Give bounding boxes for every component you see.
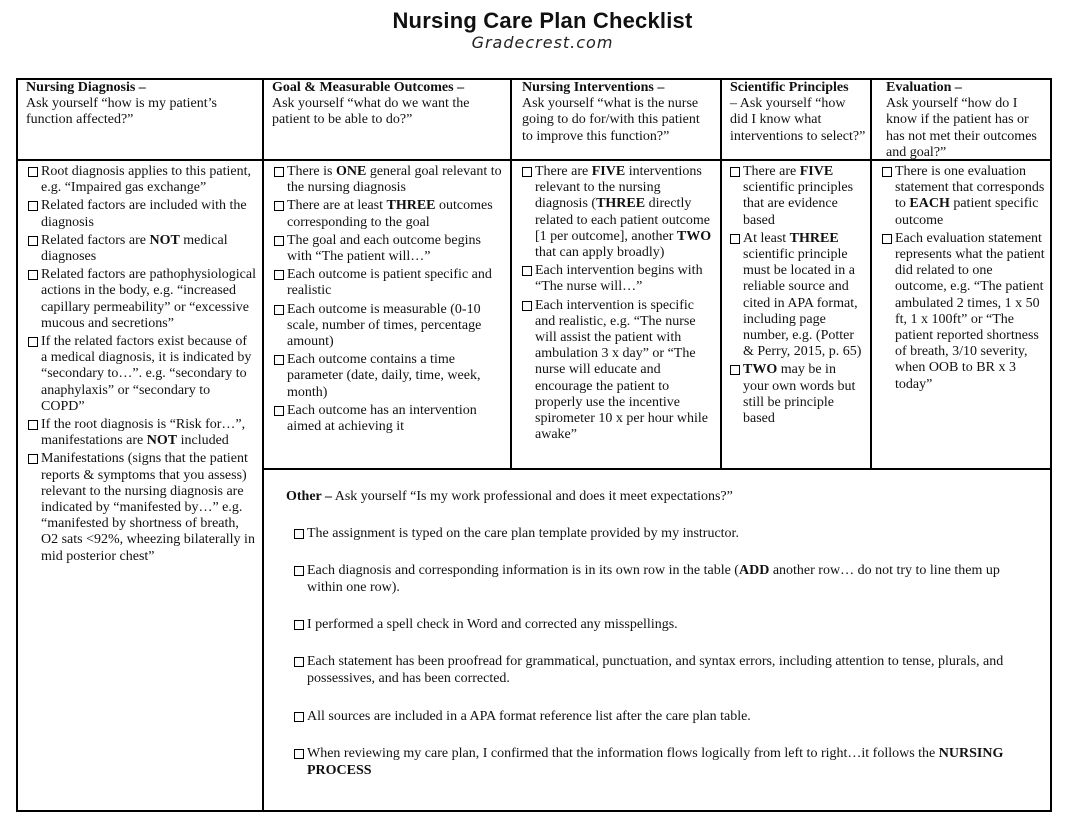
checklist-item: [274, 198, 504, 230]
other-checklist-item: [294, 746, 1027, 779]
checklist-item: [730, 164, 864, 229]
item-text: Each intervention begins with “The nurse will…”: [535, 263, 703, 295]
item-text: Each outcome has an intervention aimed at achieving it: [287, 402, 477, 435]
item-text: There is: [287, 164, 336, 179]
checkbox[interactable]: [274, 167, 284, 177]
other-checklist-item: [294, 654, 1027, 687]
checklist-item: [28, 233, 256, 265]
checklist-item: [28, 334, 256, 415]
checkbox[interactable]: [294, 749, 304, 759]
col-divider-1: [262, 80, 264, 812]
other-question: Ask yourself “Is my work professional and does it meet expectations?”: [332, 489, 733, 504]
item-text: that can apply broadly): [535, 245, 665, 261]
checkbox[interactable]: [730, 365, 740, 375]
checklist-item: [274, 267, 504, 299]
item-text: general goal relevant to the nursing diagnosis: [287, 164, 502, 196]
other-heading: Other –: [286, 489, 333, 504]
evaluation-checklist: [882, 164, 1046, 395]
emphasis-text: FIVE: [591, 164, 626, 179]
checkbox[interactable]: [730, 167, 740, 177]
checklist-item: [274, 352, 504, 401]
emphasis-text: FIVE: [799, 164, 834, 179]
checklist-item: [274, 233, 504, 265]
checkbox[interactable]: [28, 337, 38, 347]
checkbox[interactable]: [730, 234, 740, 244]
header-goals: [272, 80, 502, 129]
emphasis-text: TWO: [743, 362, 778, 378]
item-text: Each outcome is measurable (0-10 scale, number of times, percentage amount): [287, 301, 482, 350]
checkbox[interactable]: [294, 566, 304, 576]
emphasis-text: NOT: [146, 433, 178, 449]
checkbox[interactable]: [882, 167, 892, 177]
item-text: If the related factors exist because of a medical diagnosis, it is indicated by “secondary to…”. e.g. “secondary to anaphylaxis” or “secondary to COPD”: [41, 334, 252, 414]
checkbox[interactable]: [274, 236, 284, 246]
item-text: Each outcome is patient specific and realistic: [287, 267, 492, 299]
checkbox[interactable]: [294, 712, 304, 722]
checkbox[interactable]: [28, 167, 38, 177]
emphasis-text: NURSING PROCESS: [307, 746, 1004, 778]
checkbox[interactable]: [294, 620, 304, 630]
principles-checklist: [730, 164, 864, 429]
checkbox[interactable]: [522, 167, 532, 177]
emphasis-text: THREE: [596, 196, 646, 212]
item-text: included: [177, 433, 229, 449]
item-text: The assignment is typed on the care plan template provided by my instructor.: [307, 526, 739, 541]
checkbox[interactable]: [28, 236, 38, 246]
checklist-item: [522, 164, 714, 261]
checklist-item: [730, 362, 864, 427]
item-text: Each diagnosis and corresponding information is in its own row in the table (: [307, 563, 739, 578]
item-text: Root diagnosis applies to this patient, e.g. “Impaired gas exchange”: [41, 164, 251, 196]
item-text: I performed a spell check in Word and corrected any misspellings.: [307, 617, 678, 632]
emphasis-text: NOT: [149, 232, 180, 248]
checkbox[interactable]: [522, 301, 532, 311]
checkbox[interactable]: [274, 201, 284, 211]
checkbox[interactable]: [28, 454, 38, 464]
checklist-item: [522, 263, 714, 295]
other-checklist-item: [294, 526, 1027, 543]
item-text: Manifestations (signs that the patient reports & symptoms that you assess) relevant to the nursing diagnosis are indicated by “manifested by…” e.g. “manifested by shortness of breath, O2 sats <92%, wheezing bilaterally in mid posterior chest”: [41, 451, 255, 564]
item-text: At least: [743, 230, 790, 246]
checklist-item: [28, 164, 256, 196]
checklist-item: [882, 164, 1046, 229]
header-interventions-question: Ask yourself “what is the nurse going to do for/with this patient to improve this function?”: [522, 96, 700, 144]
item-text: another row… do not try to line them up within one row).: [307, 563, 1000, 595]
other-divider: [262, 468, 1050, 470]
checklist-table: [16, 78, 1052, 812]
item-text: Each outcome contains a time parameter (date, daily, time, week, month): [287, 352, 481, 400]
goals-checklist: [274, 164, 504, 437]
item-text: medical diagnoses: [41, 232, 228, 265]
item-text: interventions relevant to the nursing diagnosis (: [535, 164, 702, 212]
checkbox[interactable]: [28, 201, 38, 211]
header-evaluation-question: Ask yourself “how do I know if the patient has or has not met their outcomes and goal?”: [886, 96, 1037, 160]
emphasis-text: TWO: [676, 228, 712, 244]
item-text: There are: [535, 164, 592, 179]
item-text: When reviewing my care plan, I confirmed that the information flows logically from left to right…it follows the: [307, 746, 939, 761]
item-text: outcomes corresponding to the goal: [287, 198, 493, 230]
checklist-item: [274, 164, 504, 196]
item-text: Related factors are pathophysiological actions in the body, e.g. “increased capillary permeability” or “excessive mucous and secretions”: [41, 267, 256, 331]
checkbox[interactable]: [274, 406, 284, 416]
checklist-item: [28, 451, 256, 564]
checkbox[interactable]: [274, 270, 284, 280]
checkbox[interactable]: [274, 355, 284, 365]
item-text: Related factors are: [41, 232, 150, 248]
diagnosis-checklist: [28, 164, 256, 567]
checkbox[interactable]: [274, 305, 284, 315]
checklist-item: [28, 198, 256, 230]
header-diagnosis-title: Nursing Diagnosis –: [26, 80, 146, 95]
emphasis-text: THREE: [789, 230, 839, 246]
item-text: scientific principle must be located in a reliable source and cited in APA format, including page number, e.g. (Potter & Perry, 2015, p. 65): [743, 247, 862, 360]
item-text: Each statement has been proofread for grammatical, punctuation, and syntax errors, including attention to tense, plurals, and possessives, and has been corrected.: [307, 654, 1004, 686]
interventions-checklist: [522, 164, 714, 445]
checkbox[interactable]: [522, 266, 532, 276]
header-diagnosis-question: Ask yourself “how is my patient’s function affected?”: [26, 96, 217, 128]
header-evaluation: [886, 80, 1046, 161]
header-evaluation-title: Evaluation –: [886, 80, 962, 95]
emphasis-text: EACH: [909, 196, 950, 212]
item-text: may be in your own words but still be principle based: [743, 362, 856, 427]
checklist-item: [28, 267, 256, 332]
item-text: All sources are included in a APA format reference list after the care plan table.: [307, 709, 751, 724]
item-text: directly related to each patient outcome [1 per outcome], another: [535, 196, 710, 244]
checkbox[interactable]: [28, 270, 38, 280]
checklist-item: [882, 231, 1046, 393]
checkbox[interactable]: [28, 420, 38, 430]
emphasis-text: THREE: [386, 198, 436, 214]
emphasis-text: ONE: [335, 164, 367, 179]
item-text: patient specific outcome: [895, 196, 1039, 228]
checklist-item: [274, 403, 504, 435]
other-checklist-item: [294, 563, 1027, 596]
checkbox[interactable]: [294, 657, 304, 667]
item-text: scientific principles that are evidence based: [743, 180, 854, 228]
col-divider-4: [870, 80, 872, 470]
site-watermark: Gradecrest.com: [471, 33, 614, 52]
checklist-item: [274, 302, 504, 351]
header-interventions: [522, 80, 714, 145]
page-title: Nursing Care Plan Checklist: [392, 8, 693, 33]
checkbox[interactable]: [882, 234, 892, 244]
item-text: Each evaluation statement represents what the patient did related to one outcome, e.g. “The patient ambulated 2 times, 1 x 50 ft, 1 x 100ft” or “The patient reported shortness of breath, 3/10 severity, when OOB to BR x 3 today”: [895, 230, 1045, 392]
header-interventions-title: Nursing Interventions –: [522, 80, 665, 95]
item-text: If the root diagnosis is “Risk for…”, manifestations are: [41, 417, 246, 449]
item-text: There are: [743, 164, 800, 179]
col-divider-3: [720, 80, 722, 470]
header-goals-title: Goal & Measurable Outcomes –: [272, 80, 465, 95]
item-text: Related factors are included with the diagnosis: [41, 198, 247, 230]
header-goals-question: Ask yourself “what do we want the patient to be able to do?”: [272, 96, 470, 128]
header-diagnosis: [26, 80, 256, 129]
item-text: There are at least: [287, 198, 387, 214]
item-text: The goal and each outcome begins with “The patient will…”: [287, 232, 481, 265]
other-section-intro: [286, 489, 1026, 505]
header-principles: [730, 80, 866, 145]
item-text: Each intervention is specific and realistic, e.g. “The nurse will assist the patient with ambulation 3 x day” or “The nurse will educate and encourage the patient to properly use the incentive spirometer 10 x per hour while awake”: [535, 297, 709, 443]
checklist-item: [522, 298, 714, 444]
emphasis-text: ADD: [738, 563, 770, 578]
item-text: There is one evaluation statement that corresponds to: [895, 164, 1045, 212]
col-divider-2: [510, 80, 512, 470]
header-principles-title: Scientific Principles: [730, 80, 849, 95]
checklist-item: [28, 417, 256, 449]
other-checklist-item: [294, 709, 1027, 726]
header-principles-question: – Ask yourself “how did I know what interventions to select?”: [730, 96, 866, 144]
other-checklist-item: [294, 617, 1027, 634]
checklist-item: [730, 231, 864, 361]
checkbox[interactable]: [294, 529, 304, 539]
